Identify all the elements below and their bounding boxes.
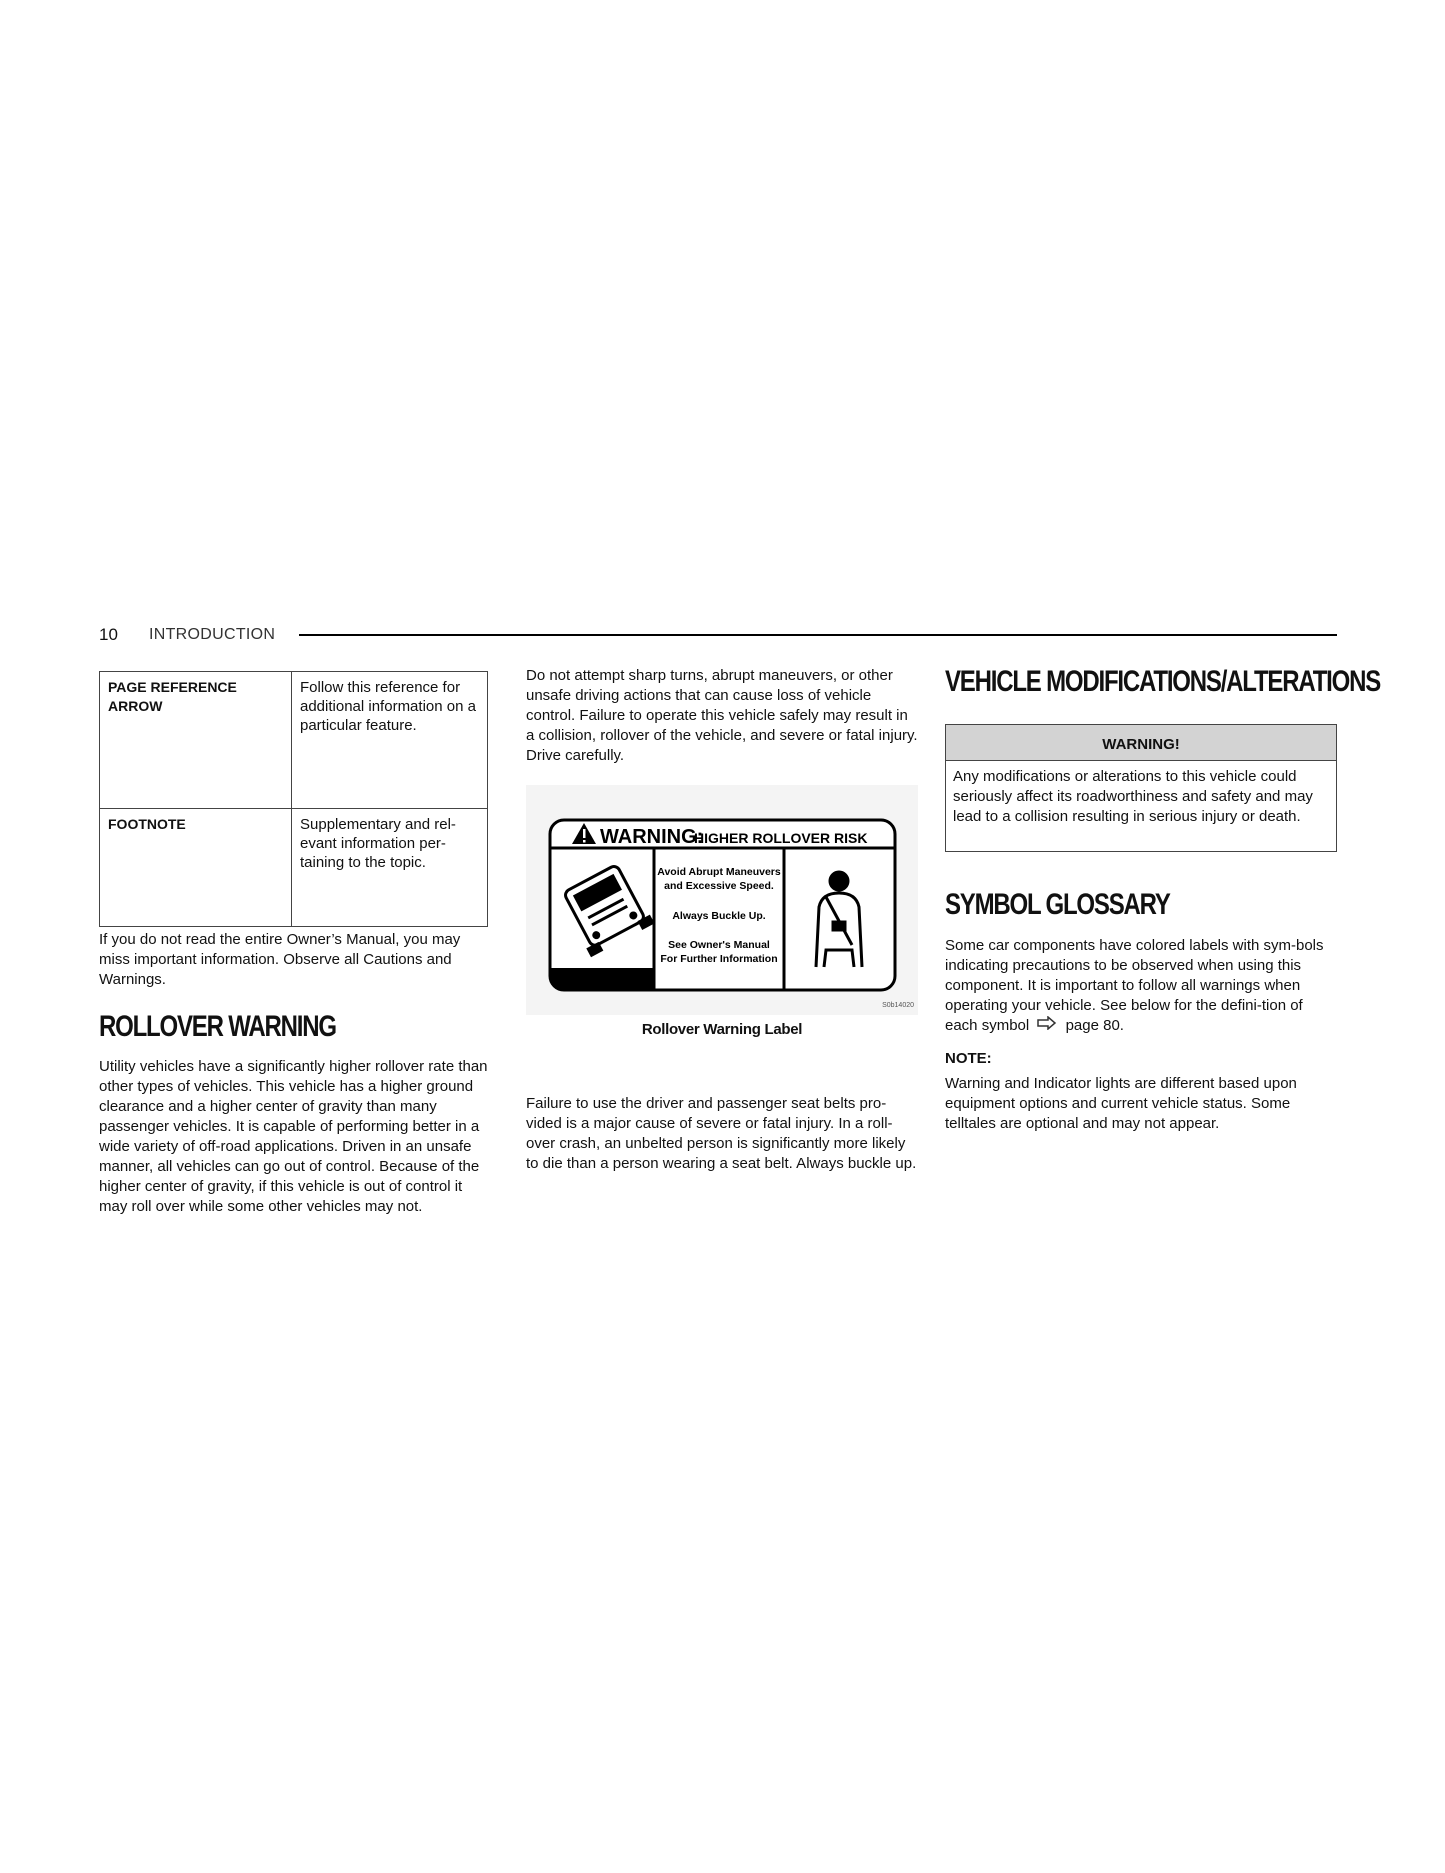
label-line2: and Excessive Speed. [664, 880, 774, 892]
table-term-cell: FOOTNOTE [100, 809, 292, 927]
intro-paragraph: If you do not read the entire Owner’s Manual, you may miss important information. Observe all Cautions and Warnings. [99, 931, 461, 988]
table-definition-cell: Supplementary and rel-evant information per-taining to the topic. [292, 809, 488, 927]
label-title: WARNING: [600, 826, 704, 848]
seatbelt-paragraph: Failure to use the driver and passenger seat belts pro-vided is a major cause of severe or fatal injury. In a roll-over crash, an unbelted person is significantly more likely to die than a person wearing a seat belt. Always buckle up. [526, 1095, 917, 1172]
label-line5: For Further Information [660, 953, 778, 965]
warning-label-graphic [526, 785, 918, 1015]
note-label: NOTE: [945, 1050, 992, 1067]
label-line1: Avoid Abrupt Maneuvers [657, 866, 781, 878]
glossary-text: Some car components have colored labels with sym-bols indicating precautions to be observed when using this component. It is important to follow all warnings when operating your vehicle. See below for the defini-tion of each symbol [945, 937, 1324, 1034]
page-number: 10 [99, 625, 118, 644]
label-subtitle: HIGHER ROLLOVER RISK [694, 830, 868, 846]
driving-paragraph: Do not attempt sharp turns, abrupt maneuvers, or other unsafe driving actions that can cause loss of vehicle control. Failure to operate this vehicle safely may result in a collision, rollover of the vehicle, and severe or fatal injury. Drive carefully. [526, 667, 918, 764]
warning-box [945, 724, 1337, 852]
label-line3: Always Buckle Up. [672, 910, 766, 922]
rollover-warning-label-image [526, 785, 918, 1015]
note-paragraph: Warning and Indicator lights are different based upon equipment options and current vehicle status. Some telltales are optional and may not appear. [945, 1075, 1297, 1132]
section-title: INTRODUCTION [149, 626, 276, 643]
page-header [99, 625, 1337, 647]
warning-box-title: WARNING! [946, 725, 1336, 761]
label-line4: See Owner's Manual [668, 939, 770, 951]
glossary-page-link[interactable]: page 80. [1065, 1017, 1124, 1034]
rollover-paragraph: Utility vehicles have a significantly higher rollover rate than other types of vehicles. This vehicle has a higher ground clearance and a higher center of gravity than many passenger vehicles. It is capable of performing better in a wide variety of off-road applications. Driven in an unsafe manner, all vehicles can go out of control. Because of the higher center of gravity, if this vehicle is out of control it may roll over while some other vehicles may not. [99, 1058, 488, 1215]
modifications-heading: VEHICLE MODIFICATIONS/ALTERATIONS [945, 665, 1381, 698]
table-definition-cell: Follow this reference for additional information on a particular feature. [292, 672, 488, 809]
glossary-paragraph [945, 936, 1337, 1036]
warning-box-text: Any modifications or alterations to this vehicle could seriously affect its roadworthiness and safety and may lead to a collision resulting in serious injury or death. [953, 768, 1313, 825]
label-code: S0b14020 [882, 1002, 914, 1009]
table-row [100, 809, 488, 927]
glossary-heading: SYMBOL GLOSSARY [945, 888, 1170, 921]
figure-caption: Rollover Warning Label [641, 1021, 803, 1038]
page-reference-arrow-icon[interactable] [1037, 1016, 1057, 1036]
reference-table [99, 671, 488, 927]
table-row [100, 672, 488, 809]
rollover-heading: ROLLOVER WARNING [99, 1010, 336, 1043]
table-term-cell: PAGE REFERENCE ARROW [100, 672, 292, 809]
header-rule [299, 634, 1337, 636]
